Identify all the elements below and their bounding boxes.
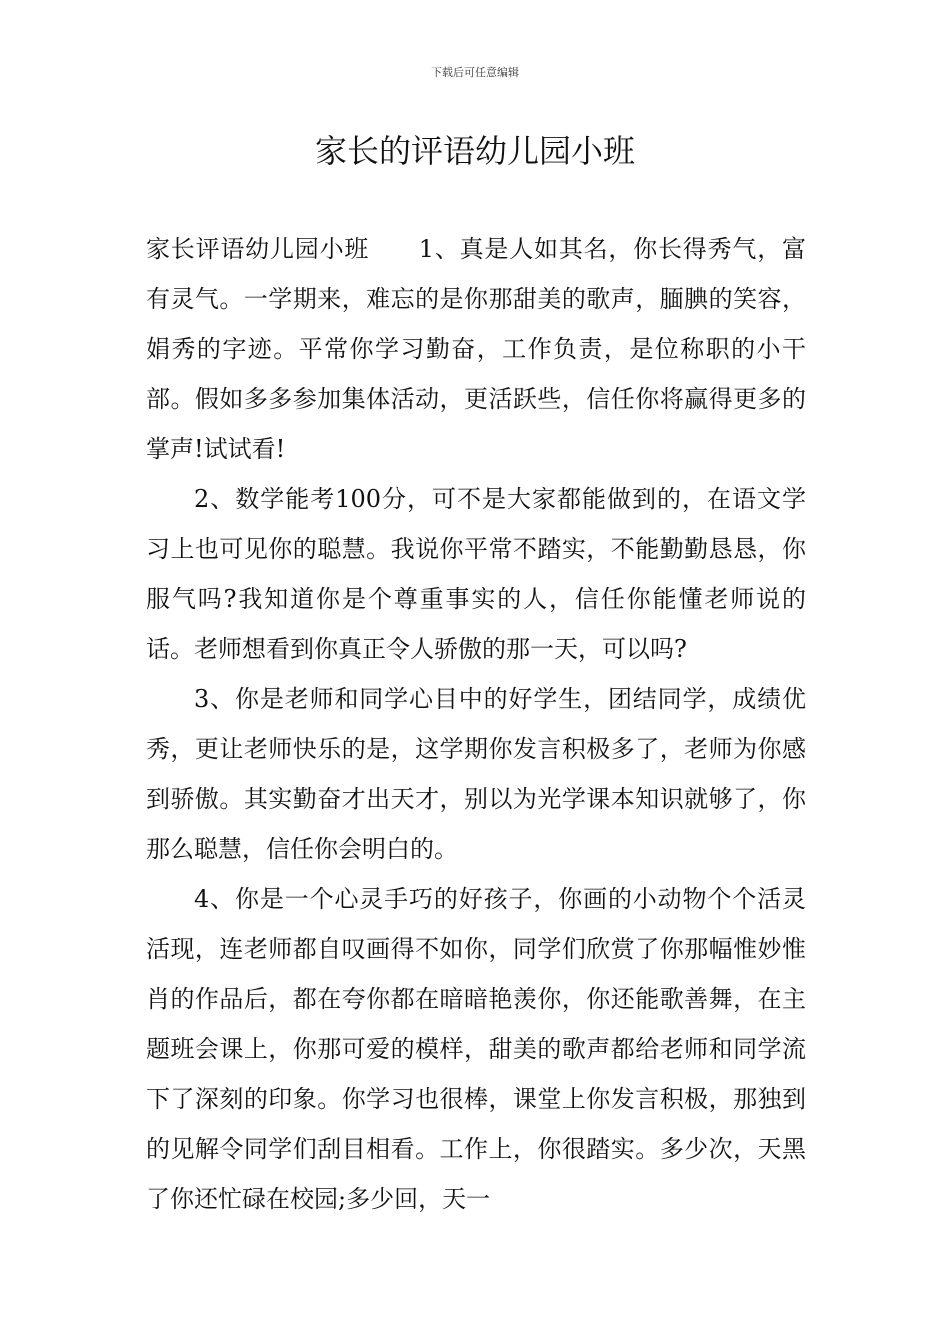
paragraph-3: 3、你是老师和同学心目中的好学生，团结同学，成绩优秀，更让老师快乐的是，这学期你发言积极多了，老师为你感到骄傲。其实勤奋才出天才，别以为光学课本知识就够了，你那么聪慧，信任你会明白的。: [146, 685, 806, 863]
paragraph-1: 家长评语幼儿园小班 1、真是人如其名，你长得秀气，富有灵气。一学期来，难忘的是你那甜美的歌声，腼腆的笑容，娟秀的字迹。平常你学习勤奋，工作负责，是位称职的小干部。假如多多参加集体活动，更活跃些，信任你将赢得更多的掌声!试试看!: [146, 235, 806, 463]
paragraph-2: 2、数学能考100分，可不是大家都能做到的，在语文学习上也可见你的聪慧。我说你平常不踏实，不能勤勤恳恳，你服气吗?我知道你是个尊重事实的人，信任你能懂老师说的话。老师想看到你真正令人骄傲的那一天，可以吗?: [146, 485, 806, 663]
paragraph-4: 4、你是一个心灵手巧的好孩子，你画的小动物个个活灵活现，连老师都自叹画得不如你，同学们欣赏了你那幅惟妙惟肖的作品后，都在夸你都在暗暗艳羡你，你还能歌善舞，在主题班会课上，你那可爱的模样，甜美的歌声都给老师和同学流下了深刻的印象。你学习也很棒，课堂上你发言积极，那独到的见解令同学们刮目相看。工作上，你很踏实。多少次，天黑了你还忙碌在校园;多少回，天一: [146, 885, 806, 1213]
document-body: [146, 224, 806, 1224]
document-title: 家长的评语幼儿园小班: [314, 132, 635, 170]
header-note: 下载后可任意编辑: [431, 66, 519, 79]
